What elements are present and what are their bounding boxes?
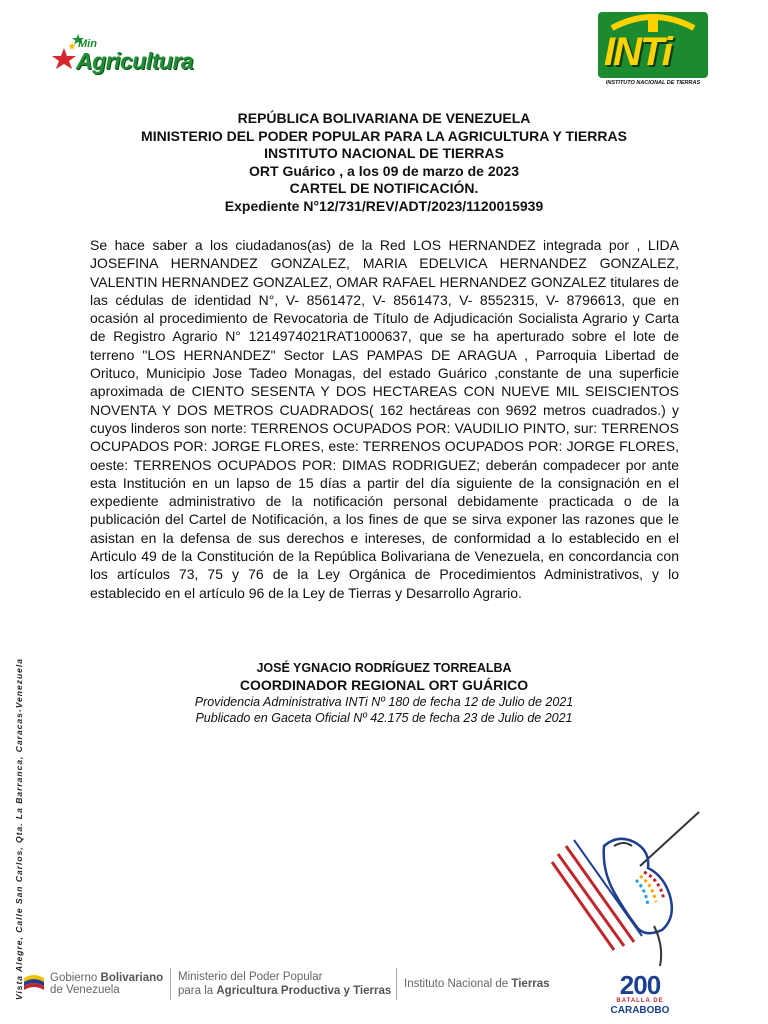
footer-instituto xyxy=(404,978,550,990)
footer-divider xyxy=(396,968,397,1000)
footer-divider xyxy=(170,968,171,1000)
logo-agricultura-text: Agricultura xyxy=(76,48,194,74)
signer-gaceta: Publicado en Gaceta Oficial Nº 42.175 de fecha 23 de Julio de 2021 xyxy=(195,711,573,725)
side-address xyxy=(0,640,24,1000)
bicentenario-number: 200 xyxy=(619,970,661,1000)
footer-gobierno-prefix: Gobierno xyxy=(50,972,101,984)
inti-logo xyxy=(598,12,708,92)
header-institute: INSTITUTO NACIONAL DE TIERRAS xyxy=(264,145,504,161)
footer-ministerio-line1: Ministerio del Poder Popular xyxy=(178,971,323,983)
notice-body: Se hace saber a los ciudadanos(as) de la Red LOS HERNANDEZ integrada por , LIDA JOSEFINA HERNANDEZ GONZALEZ, MARIA EDELVICA HERNANDEZ GONZALEZ, VALENTIN HERNANDEZ GONZALEZ, OMAR RAFAEL HERNANDEZ GONZALEZ titulares de las cédulas de identidad N°, V- 8561472, V- 8561473, V- 8552315, V- 8796613, que en ocasión al procedimiento de Revocatoria de Título de Adjudicación Socialista Agrario y Carta de Registro Agrario N° 1214974021RAT1000637, que se ha aperturado sobre el lote de terreno "LOS HERNANDEZ" Sector LAS PAMPAS DE ARAGUA , Parroquia Libertad de Orituco, Municipio Jose Tadeo Monagas, del estado Guárico ,constante de una superficie aproximada de CIENTO SESENTA Y DOS HECTAREAS CON NUEVE MIL SEISCIENTOS NOVENTA Y DOS METROS CUADRADOS( 162 hectáreas con 9692 metros cuadrados.) y cuyos linderos son norte: TERRENOS OCUPADOS POR: VAUDILIO PINTO, sur: TERRENOS OCUPADOS POR: JORGE FLORES, este: TERRENOS OCUPADOS POR: JORGE FLORES, oeste: TERRENOS OCUPADOS POR: DIMAS RODRIGUEZ; deberán compadecer por ante esta Institución en un lapso de 15 días a partir del día siguiente de la consignación en el expediente administrativo de la notificación personal debidamente practicada o de la publicación del Cartel de Notificación, a los fines de que se sirva exponer las razones que le asistan en la defensa de sus derechos e intereses, de conformidad a lo establecido en el Articulo 49 de la Constitución de la República Bolivariana de Venezuela, en concordancia con los artículos 73, 75 y 76 de la Ley Orgánica de Procedimientos Administrativos, y lo establecido en el artículo 96 de la Ley de Tierras y Desarrollo Agrario. xyxy=(90,237,679,601)
document-header xyxy=(0,110,768,215)
inti-logo-caption: INSTITUTO NACIONAL DE TIERRAS xyxy=(605,80,701,86)
footer-instituto-bold: Tierras xyxy=(511,978,550,990)
footer-ministerio-bold: Agricultura Productiva y Tierras xyxy=(216,985,392,997)
footer-ministerio-prefix: para la xyxy=(178,985,217,997)
footer-gobierno xyxy=(50,972,163,996)
bicentenario-small-text: BATALLA DE xyxy=(616,998,664,1004)
signer-providencia: Providencia Administrativa INTi Nº 180 de fecha 12 de Julio de 2021 xyxy=(194,695,574,709)
min-agricultura-logo xyxy=(52,28,222,84)
bicentenario-logo xyxy=(600,972,680,1020)
footer-gobierno-bold: Bolivariano xyxy=(100,972,164,984)
header-file-number: Expediente N°12/731/REV/ADT/2023/1120015939 xyxy=(224,197,544,214)
header-notice-title: CARTEL DE NOTIFICACIÓN. xyxy=(289,180,479,196)
bicentenario-emblem-icon xyxy=(544,806,714,976)
inti-logo-text: INTi xyxy=(604,30,671,74)
logo-min-text: Min xyxy=(78,38,97,50)
venezuela-flag-icon xyxy=(22,972,46,994)
signature-block xyxy=(0,660,768,726)
bicentenario-big-text: CARABOBO xyxy=(610,1005,670,1016)
header-ministry: MINISTERIO DEL PODER POPULAR PARA LA AGRICULTURA Y TIERRAS xyxy=(141,127,627,144)
header-place-date: ORT Guárico , a los 09 de marzo de 2023 xyxy=(249,162,519,179)
side-address-text: Vista Alegre, Calle San Carlos, Qta. La Barranca, Caracas-Venezuela xyxy=(14,658,24,1000)
signer-role: COORDINADOR REGIONAL ORT GUÁRICO xyxy=(239,677,529,693)
signer-name: JOSÉ YGNACIO RODRÍGUEZ TORREALBA xyxy=(256,661,512,675)
footer xyxy=(20,966,560,1004)
footer-ministerio xyxy=(178,970,391,998)
footer-instituto-prefix: Instituto Nacional de xyxy=(404,978,512,990)
header-republic: REPÚBLICA BOLIVARIANA DE VENEZUELA xyxy=(237,110,531,126)
inti-logo-box xyxy=(598,12,708,78)
footer-gobierno-line2: de Venezuela xyxy=(50,984,120,996)
